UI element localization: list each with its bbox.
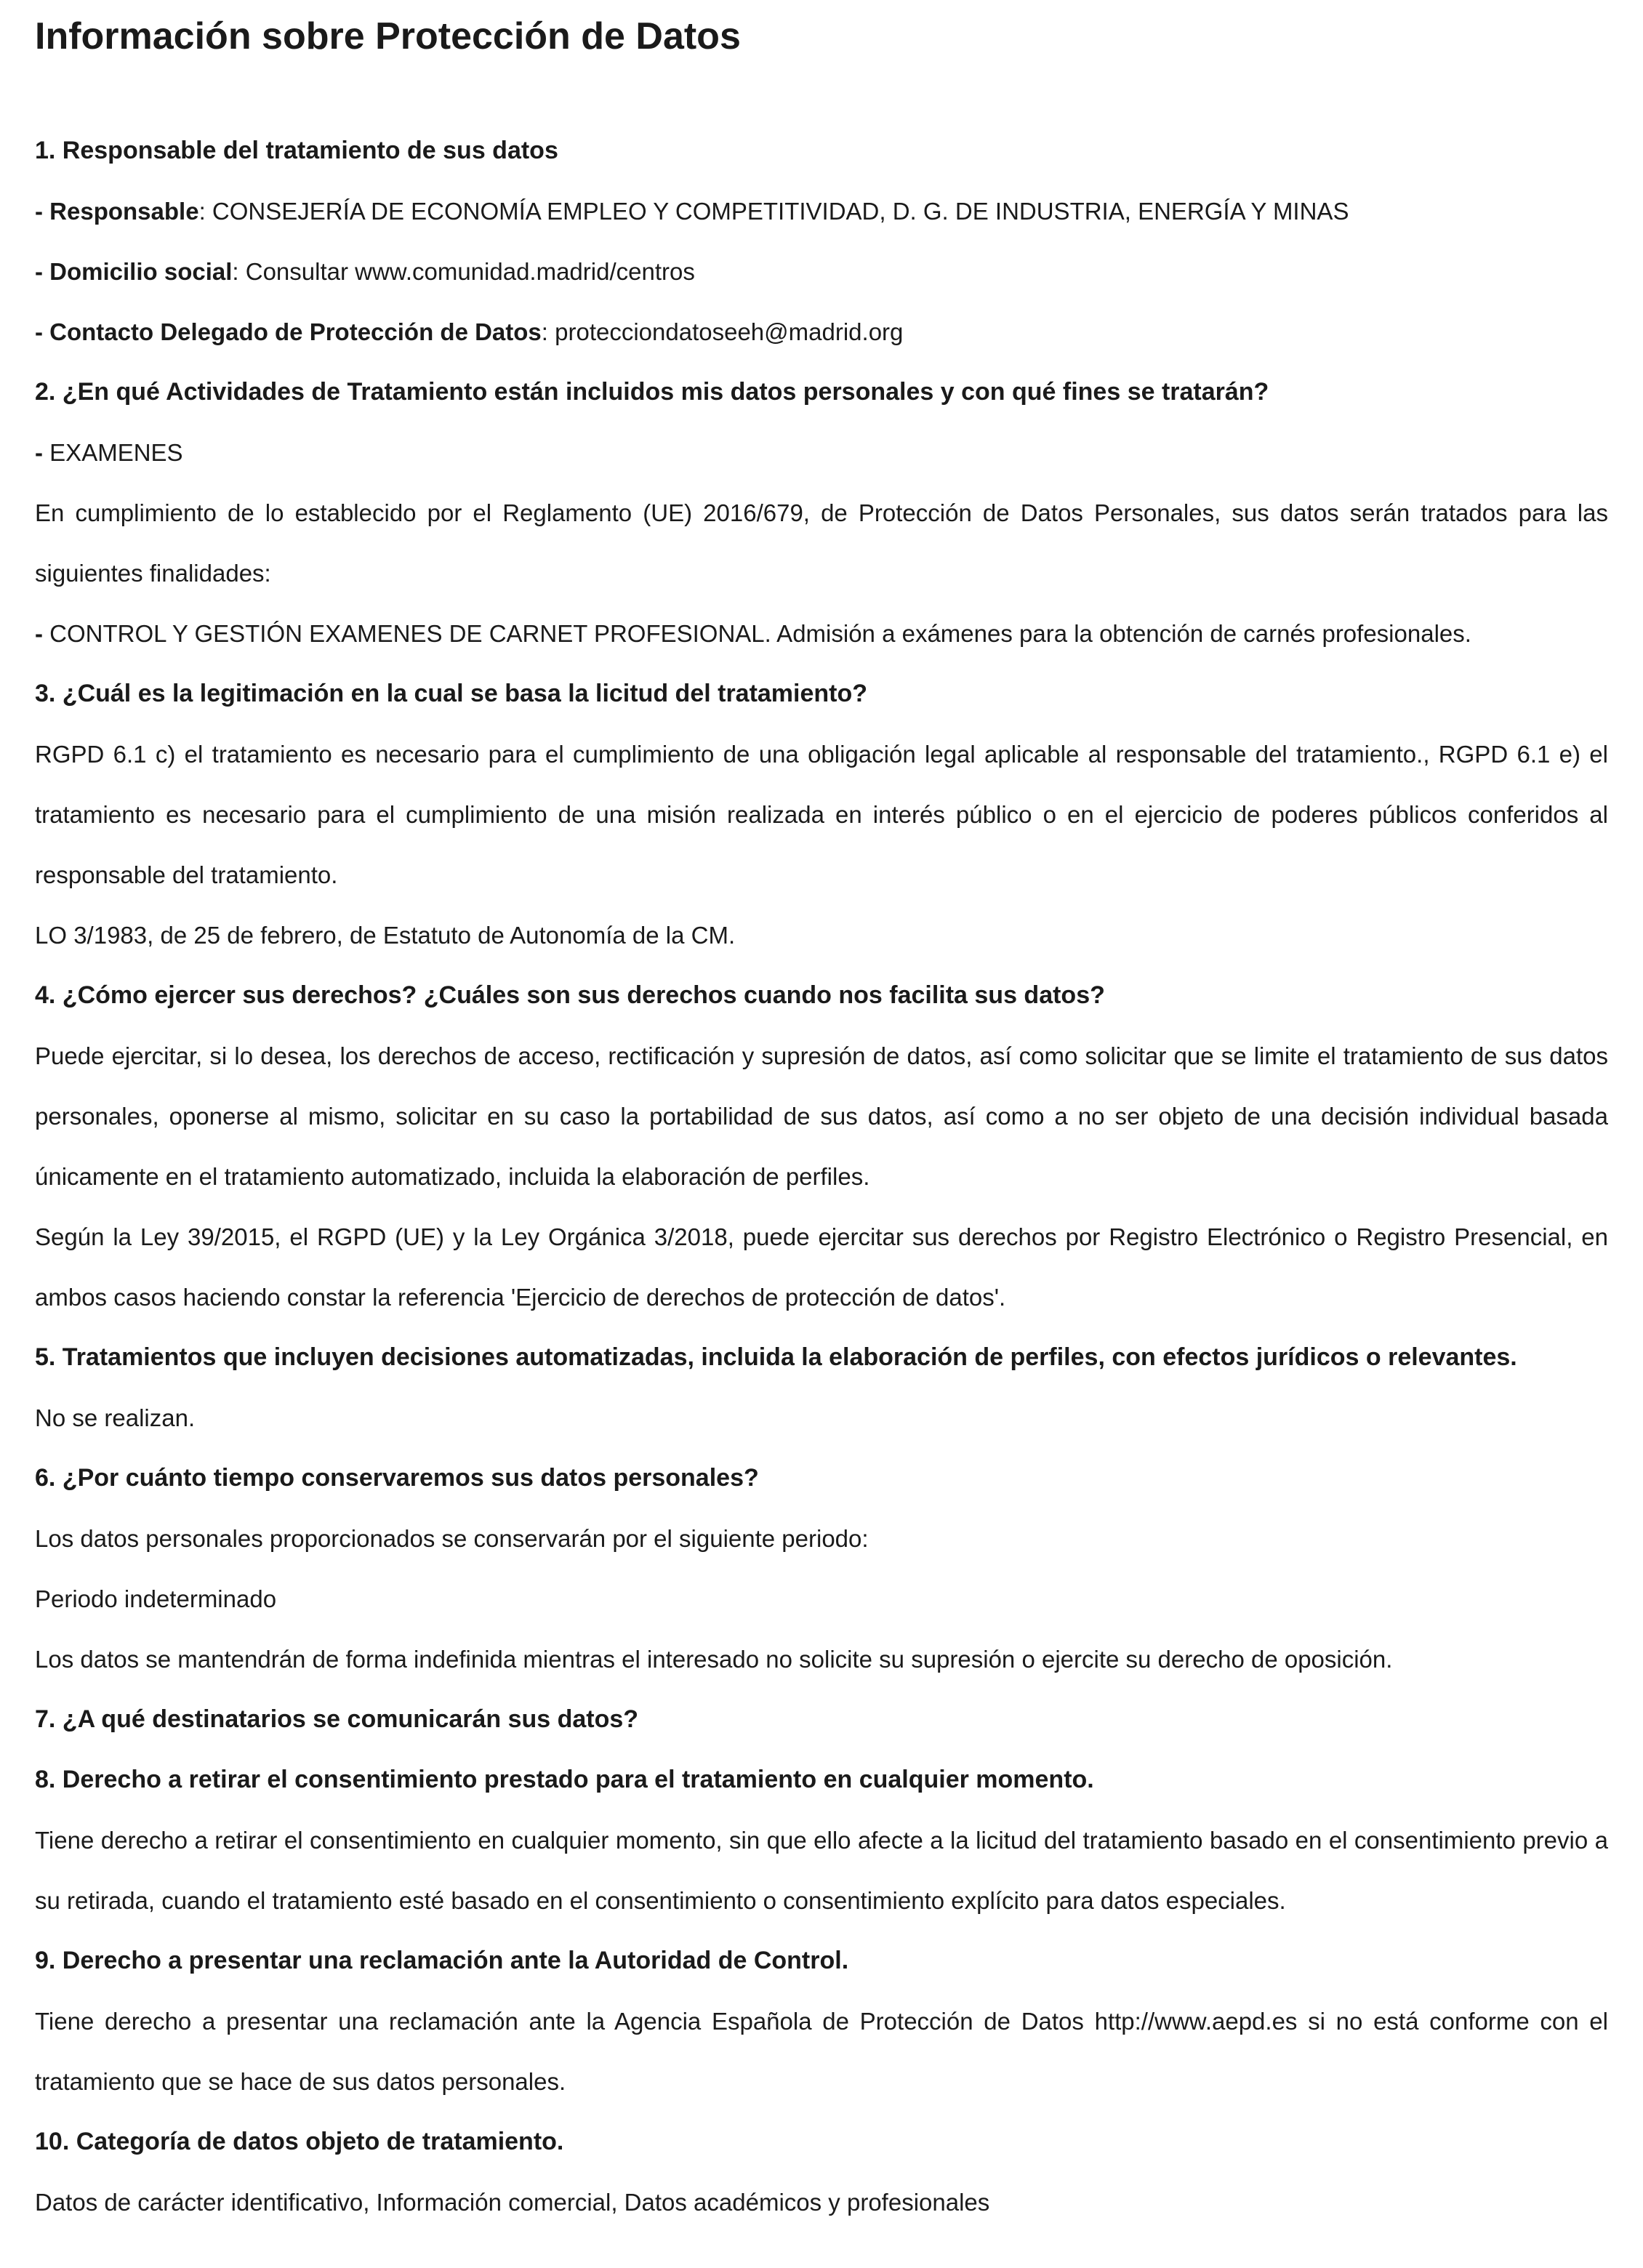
activity-item <box>35 422 1608 483</box>
purpose-item <box>35 603 1608 664</box>
section-3-law: LO 3/1983, de 25 de febrero, de Estatuto de Autonomía de la CM. <box>35 922 736 949</box>
section-7-heading: 7. ¿A qué destinatarios se comunicarán sus datos? <box>35 1705 639 1733</box>
section-6-line-2: Periodo indeterminado <box>35 1585 277 1612</box>
section-6-heading: 6. ¿Por cuánto tiempo conservaremos sus datos personales? <box>35 1464 759 1492</box>
section-8-heading: 8. Derecho a retirar el consentimiento prestado para el tratamiento en cualquier momento. <box>35 1766 1094 1793</box>
section-4-paragraph-2: Según la Ley 39/2015, el RGPD (UE) y la Ley Orgánica 3/2018, puede ejercitar sus derechos por Registro Electrónico o Registro Presencial, en ambos casos haciendo constar la referencia 'Ejercicio de derechos de protección de datos'. <box>35 1223 1608 1311</box>
section-10-heading: 10. Categoría de datos objeto de tratamiento. <box>35 2128 564 2155</box>
domicilio-line <box>35 241 1608 302</box>
section-10-paragraph: Datos de carácter identificativo, Información comercial, Datos académicos y profesionales <box>35 2189 990 2216</box>
domicilio-value: : Consultar www.comunidad.madrid/centros <box>232 258 695 285</box>
section-5-paragraph: No se realizan. <box>35 1404 196 1431</box>
purpose-dash: - <box>35 620 50 647</box>
contacto-value: : protecciondatoseeh@madrid.org <box>541 318 904 345</box>
section-2-heading: 2. ¿En qué Actividades de Tratamiento están incluidos mis datos personales y con qué fines se tratarán? <box>35 378 1269 406</box>
section-5-heading: 5. Tratamientos que incluyen decisiones automatizadas, incluida la elaboración de perfiles, con efectos jurídicos o relevantes. <box>35 1343 1517 1371</box>
contacto-label: - Contacto Delegado de Protección de Datos <box>35 318 542 345</box>
activity-name: EXAMENES <box>49 439 183 466</box>
activity-dash: - <box>35 439 50 466</box>
section-9-paragraph: Tiene derecho a presentar una reclamación ante la Agencia Española de Protección de Datos http://www.aepd.es si no está conforme con el tratamiento que se hace de sus datos personales. <box>35 2008 1608 2095</box>
responsable-line <box>35 181 1608 241</box>
contacto-line <box>35 302 1608 362</box>
section-4-heading: 4. ¿Cómo ejercer sus derechos? ¿Cuáles son sus derechos cuando nos facilita sus datos? <box>35 981 1105 1009</box>
section-9-heading: 9. Derecho a presentar una reclamación ante la Autoridad de Control. <box>35 1947 849 1974</box>
purpose-text: CONTROL Y GESTIÓN EXAMENES DE CARNET PROFESIONAL. Admisión a exámenes para la obtención de carnés profesionales. <box>49 620 1471 647</box>
responsable-value: : CONSEJERÍA DE ECONOMÍA EMPLEO Y COMPETITIVIDAD, D. G. DE INDUSTRIA, ENERGÍA Y MINAS <box>198 198 1349 225</box>
page-title: Información sobre Protección de Datos <box>35 15 741 57</box>
section-6-line-3: Los datos se mantendrán de forma indefinida mientras el interesado no solicite su supresión o ejercite su derecho de oposición. <box>35 1646 1393 1673</box>
section-2-paragraph: En cumplimiento de lo establecido por el Reglamento (UE) 2016/679, de Protección de Datos Personales, sus datos serán tratados para las siguientes finalidades: <box>35 499 1608 587</box>
section-6-line-1: Los datos personales proporcionados se conservarán por el siguiente periodo: <box>35 1525 869 1552</box>
section-3-paragraph: RGPD 6.1 c) el tratamiento es necesario para el cumplimiento de una obligación legal aplicable al responsable del tratamiento., RGPD 6.1 e) el tratamiento es necesario para el cumplimiento de una misión realizada en interés público o en el ejercicio de poderes públicos conferidos al responsable del tratamiento. <box>35 741 1608 888</box>
section-1-heading: 1. Responsable del tratamiento de sus datos <box>35 137 558 164</box>
section-8-paragraph: Tiene derecho a retirar el consentimiento en cualquier momento, sin que ello afecte a la licitud del tratamiento basado en el consentimiento previo a su retirada, cuando el tratamiento esté basado en el consentimiento o consentimiento explícito para datos especiales. <box>35 1827 1608 1914</box>
domicilio-label: - Domicilio social <box>35 258 233 285</box>
responsable-label: - Responsable <box>35 198 199 225</box>
section-4-paragraph-1: Puede ejercitar, si lo desea, los derechos de acceso, rectificación y supresión de datos, así como solicitar que se limite el tratamiento de sus datos personales, oponerse al mismo, solicitar en su caso la portabilidad de sus datos, así como a no ser objeto de una decisión individual basada únicamente en el tratamiento automatizado, incluida la elaboración de perfiles. <box>35 1042 1608 1190</box>
section-3-heading: 3. ¿Cuál es la legitimación en la cual se basa la licitud del tratamiento? <box>35 680 868 707</box>
